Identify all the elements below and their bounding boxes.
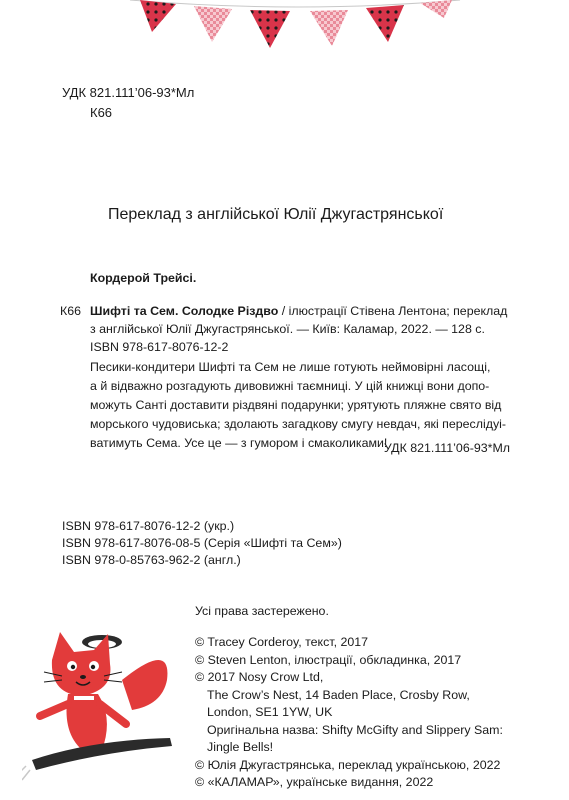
card-author-mark: К66 [60, 304, 81, 318]
card-udk: УДК 821.111’06-93*Мл [383, 441, 510, 455]
card-title-rest: / ілюстрації Стівена Лентона; переклад [278, 304, 508, 318]
header-udk [62, 83, 194, 123]
author-mark: К66 [90, 105, 113, 120]
bunting-decoration [0, 0, 569, 70]
cat-snowboard-illustration [22, 620, 192, 790]
bunting-flag [366, 5, 404, 42]
annotation-line: ватимуть Сема. Усе це — з гумором і смаколиками! [90, 436, 388, 450]
card-isbn: ISBN 978-617-8076-12-2 [90, 340, 229, 354]
copyright-line: © «КАЛАМАР», українське видання, 2022 [195, 775, 434, 789]
isbn-item: ISBN 978-617-8076-08-5 (Серія «Шифті та Сем») [62, 536, 342, 550]
copyright-line: © Юлія Джугастрянська, переклад українською, 2022 [195, 757, 501, 772]
udk-code: УДК 821.111’06-93*Мл [62, 85, 195, 100]
copyright-line: © Tracey Corderoy, текст, 2017 [195, 635, 369, 649]
bunting-flag [194, 6, 232, 42]
annotation-line: морського чудовиська; здолають загадкову смугу невдач, які переслідуі- [90, 417, 507, 431]
card-title: Шифті та Сем. Солодке Різдво [90, 304, 279, 318]
copyright-block [195, 634, 503, 792]
isbn-item: ISBN 978-0-85763-962-2 (англ.) [62, 553, 241, 567]
annotation-line: Песики-кондитери Шифті та Сем не лише готують неймовірні ласощі, [90, 360, 491, 374]
annotation-line: можуть Санті доставити різдвяні подарунки; урятують пляжне свято від [90, 398, 502, 412]
card-author: Кордерой Трейсі. [90, 271, 197, 285]
bunting-flag [250, 10, 290, 48]
copyright-line: © Steven Lenton, ілюстрації, обкладинка, 2017 [195, 652, 462, 667]
copyright-line: © 2017 Nosy Crow Ltd, [195, 670, 324, 684]
copyright-line: Оригінальна назва: Shifty McGifty and Slippery Sam: [207, 722, 503, 737]
bunting-flag [310, 10, 348, 46]
card-publication-line: з англійської Юлії Джугастрянської. — Київ: Каламар, 2022. — 128 с. [90, 322, 485, 336]
bunting-flag [420, 0, 452, 18]
bunting-flag [140, 0, 176, 32]
rights-notice: Усі права застережено. [195, 604, 329, 618]
annotation-line: а й відважно розгадують дивовижні таємниці. У цій книжці вони допо- [90, 379, 490, 393]
copyright-line: London, SE1 1YW, UK [207, 705, 333, 719]
card-annotation [90, 358, 520, 453]
translator-line: Переклад з англійської Юлії Джугастрянської [108, 206, 444, 223]
isbn-item: ISBN 978-617-8076-12-2 (укр.) [62, 519, 235, 533]
copyright-line: The Crow’s Nest, 14 Baden Place, Crosby Row, [207, 687, 470, 702]
isbn-list [62, 518, 342, 569]
copyright-line: Jingle Bells! [207, 740, 274, 754]
card-title-line [90, 303, 507, 321]
